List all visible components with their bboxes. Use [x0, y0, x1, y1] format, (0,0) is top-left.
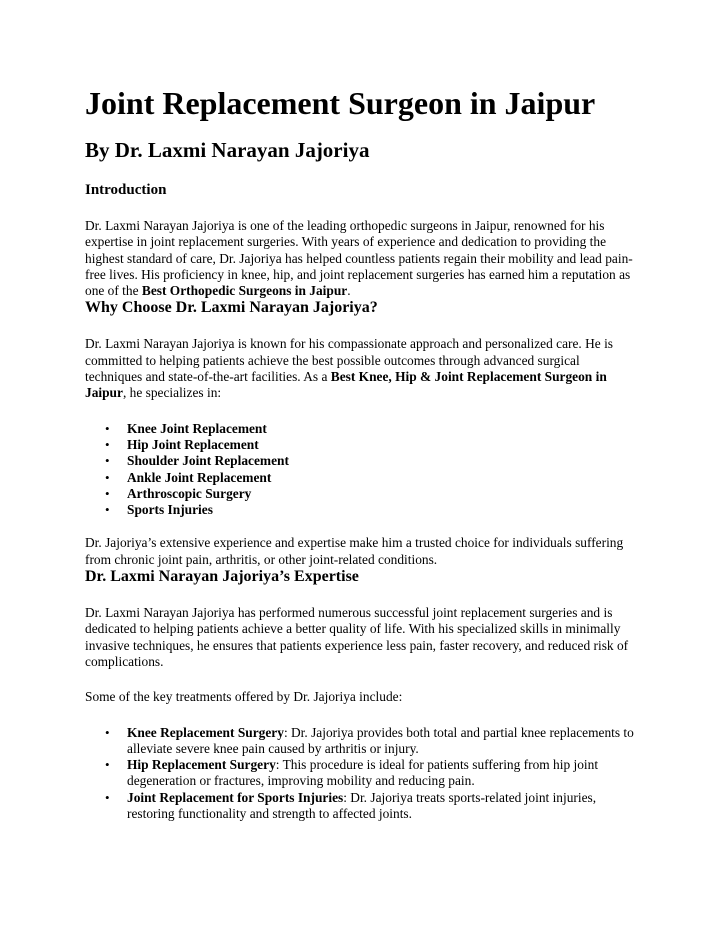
document-page [85, 85, 637, 822]
list-item: • Shoulder Joint Replacement [105, 453, 289, 469]
treatment-desc: : Dr. Jajoriya treats sports-related joint injuries, restoring functionality and strength to affected joints. [127, 789, 597, 822]
page-subtitle: By Dr. Laxmi Narayan Jajoriya [85, 138, 370, 162]
bullet-icon: • [105, 757, 110, 773]
introduction-text: Dr. Laxmi Narayan Jajoriya is one of the leading orthopedic surgeons in Jaipur, renowned for his expertise in joint replacement surgeries. With years of experience and dedication to providing the highest standard of care, Dr. Jajoriya has helped countless patients regain their mobility and lead pain-free lives. His proficiency in knee, hip, and joint replacement surgeries has earned him a reputation as one of the [85, 218, 633, 299]
expertise-paragraph: Dr. Laxmi Narayan Jajoriya has performed numerous successful joint replacement surgeries and is dedicated to helping patients achieve a better quality of life. With his specialized skills in minimally invasive techniques, he ensures that patients experience less pain, faster recovery, and reduced risk of complications. [85, 605, 629, 669]
bullet-icon: • [105, 485, 110, 501]
treatment-name: Hip Replacement Surgery [127, 757, 276, 773]
introduction-heading: Introduction [85, 182, 167, 198]
list-item: • Hip Joint Replacement [105, 436, 259, 452]
list-item: • Sports Injuries [105, 502, 213, 518]
list-item: • Knee Joint Replacement [105, 420, 267, 436]
list-item [85, 790, 637, 823]
treatments-list [85, 725, 637, 823]
treatment-desc: : Dr. Jajoriya provides both total and partial knee replacements to alleviate severe knee pain caused by arthritis or injury. [127, 724, 634, 756]
why-choose-paragraph [85, 336, 637, 401]
why-choose-text: Dr. Laxmi Narayan Jajoriya is known for his compassionate approach and personalized care. He is committed to helping patients achieve the best possible outcomes through advanced surgical techniques and state-of-the-art facilities. As a [85, 336, 614, 385]
bullet-icon: • [105, 436, 110, 452]
list-item [85, 725, 637, 758]
bullet-icon: • [105, 502, 110, 518]
bullet-icon: • [105, 469, 110, 485]
bullet-icon: • [105, 453, 110, 469]
treatment-desc: : This procedure is ideal for patients suffering from hip joint degeneration or fractures, improving mobility and reducing pain. [127, 757, 599, 789]
list-item: • Ankle Joint Replacement [105, 469, 272, 485]
page-title: Joint Replacement Surgeon in Jaipur [85, 85, 596, 121]
why-choose-text-end: , he specializes in: [122, 385, 222, 401]
introduction-bold-text: Best Orthopedic Surgeons in Jaipur [141, 283, 348, 299]
treatment-name: Joint Replacement for Sports Injuries [127, 789, 344, 805]
list-item [85, 757, 637, 790]
specialties-list [85, 421, 637, 519]
why-choose-closing: Dr. Jajoriya’s extensive experience and expertise make him a trusted choice for individuals suffering from chronic joint pain, arthritis, or other joint-related conditions. [85, 535, 624, 567]
introduction-text-end: . [347, 283, 351, 299]
introduction-paragraph [85, 218, 637, 299]
expertise-heading: Dr. Laxmi Narayan Jajoriya’s Expertise [85, 568, 359, 586]
treatment-name: Knee Replacement Surgery [127, 724, 284, 740]
why-choose-bold-text: Best Knee, Hip & Joint Replacement Surgeon in Jaipur [85, 369, 607, 401]
bullet-icon: • [105, 724, 110, 740]
bullet-icon: • [105, 789, 110, 805]
treatments-intro: Some of the key treatments offered by Dr. Jajoriya include: [85, 689, 403, 705]
why-choose-heading: Why Choose Dr. Laxmi Narayan Jajoriya? [85, 299, 378, 317]
bullet-icon: • [105, 420, 110, 436]
list-item: • Arthroscopic Surgery [105, 485, 252, 501]
